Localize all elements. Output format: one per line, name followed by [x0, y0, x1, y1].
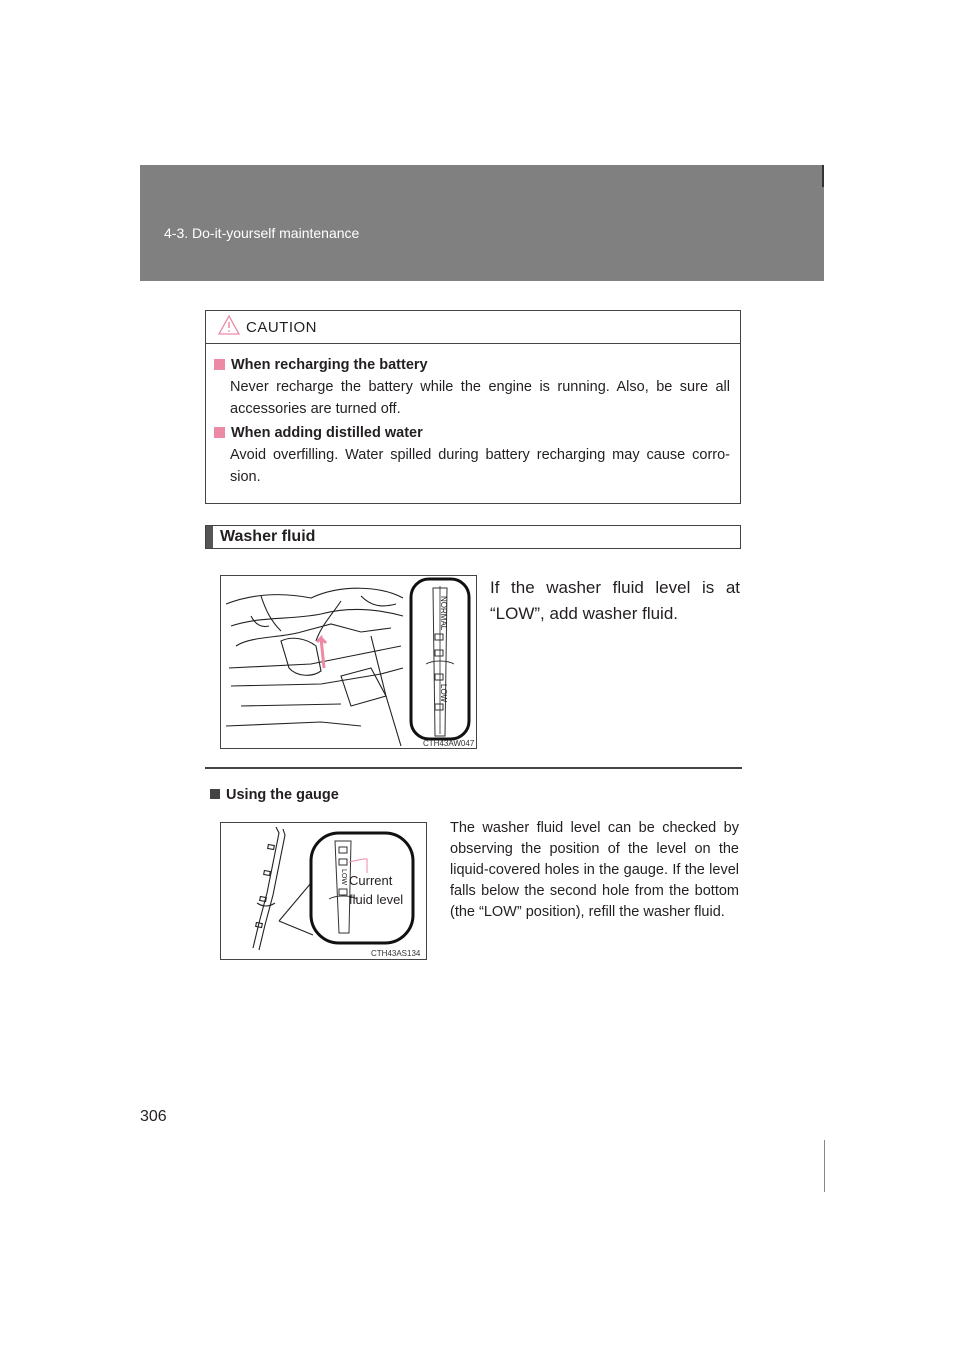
gauge-heading: Using the gauge: [210, 787, 339, 803]
chapter-header: [140, 165, 824, 281]
callout-line1: Current: [349, 873, 393, 888]
page-number: 306: [140, 1108, 167, 1125]
caution-header: [206, 311, 740, 344]
caution-box: [205, 310, 741, 504]
bullet-square-icon: [214, 359, 225, 370]
gauge-normal-label: NORMAL: [439, 596, 448, 631]
callout-line2: fluid level: [349, 892, 404, 907]
gauge-low-label: LOW: [439, 684, 448, 703]
gauge-description: The washer fluid level can be checked by observing the position of the level on the liquid-covered holes in the gauge. If the level falls below the second hole from the bottom (the “LOW” position), refill the washer fluid.: [450, 820, 739, 920]
corner-mark: [822, 165, 824, 187]
figure-code: CTH43AW047: [423, 739, 475, 748]
divider: [205, 767, 742, 769]
bullet-square-icon: [214, 427, 225, 438]
section-heading: [205, 525, 741, 549]
section-breadcrumb: 4-3. Do-it-yourself maintenance: [164, 225, 360, 241]
edge-mark: [824, 1140, 825, 1192]
warning-triangle-icon: [218, 315, 240, 340]
section-title: Washer fluid: [220, 528, 316, 545]
caution-label: CAUTION: [246, 319, 317, 336]
caution-item-text: Never recharge the battery while the engine is running. Also, be sure all accessories are turned off.: [230, 379, 730, 417]
caution-item-text: Avoid overfilling. Water spilled during battery recharging may cause corro-sion.: [230, 447, 730, 485]
gauge-figure: [220, 822, 427, 960]
engine-bay-illustration: [221, 576, 476, 748]
bullet-square-icon: [210, 789, 220, 799]
intro-text: If the washer fluid level is at “LOW”, add washer fluid.: [490, 578, 740, 623]
caution-item-title: When recharging the battery: [214, 354, 730, 376]
caution-item-title: When adding distilled water: [214, 422, 730, 444]
washer-reservoir-figure: [220, 575, 477, 749]
section-accent: [206, 526, 213, 548]
figure-code: CTH43AS134: [371, 949, 421, 958]
gauge-low-label: LOW: [340, 869, 347, 885]
